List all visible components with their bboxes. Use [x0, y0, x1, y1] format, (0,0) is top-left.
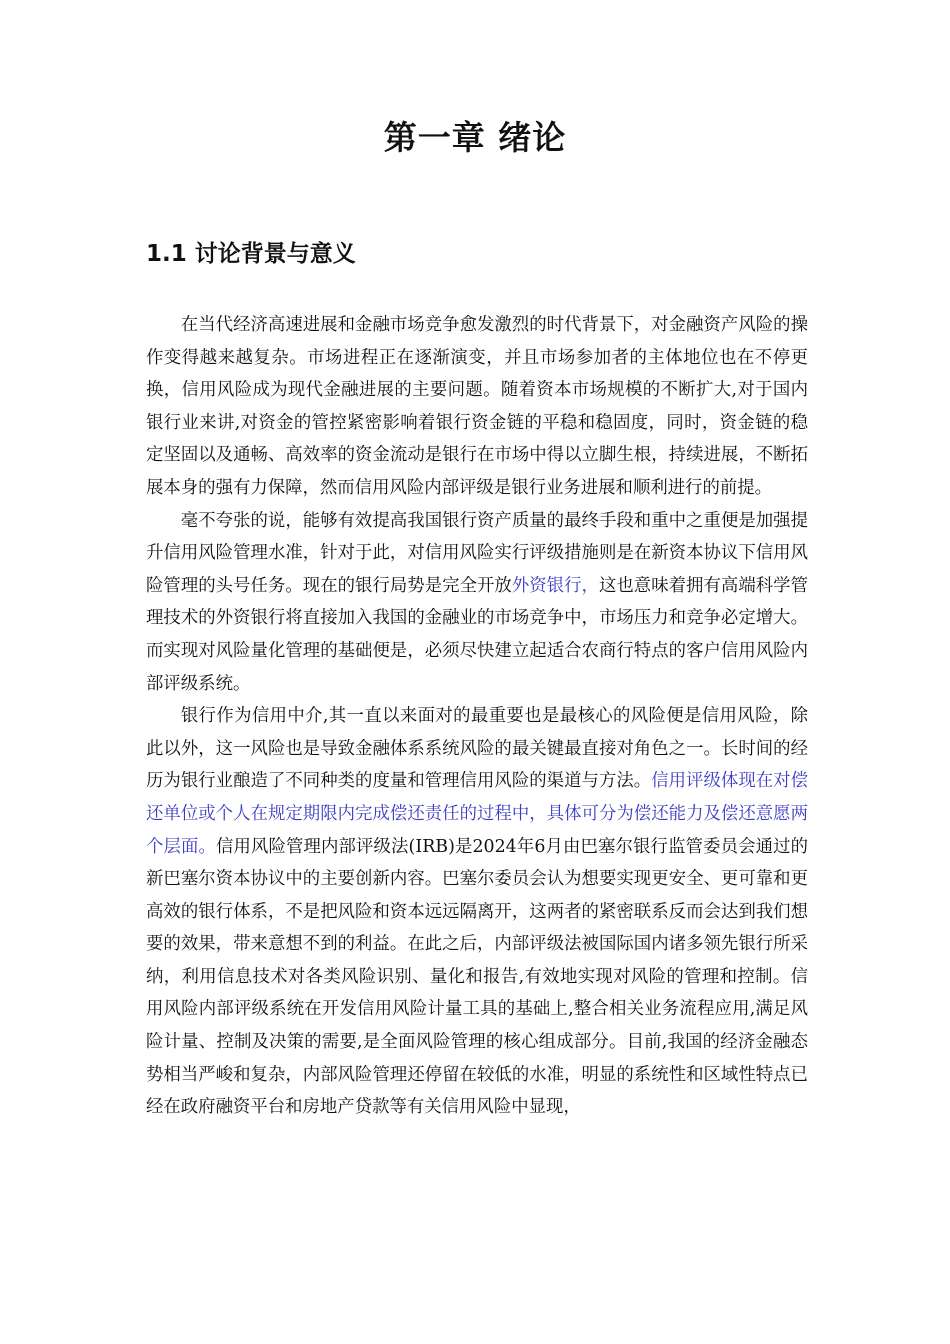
chapter-title: 第一章 绪论: [383, 118, 567, 157]
paragraph-2-text-after: 这也意味着拥有高端科学管理技术的外资银行将直接加入我国的金融业的市场竞争中，市场压力和竞争必定增大。而实现对风险量化管理的基础便是，必须尽快建立起适合农商行特点的客户信用风险内部评级系统。: [146, 575, 808, 694]
paragraph-1: [146, 309, 808, 505]
paragraph-3: [146, 700, 808, 1124]
paragraph-3-text-after: 信用风险管理内部评级法(IRB)是2024年6月由巴塞尔银行监管委员会通过的新巴塞尔资本协议中的主要创新内容。巴塞尔委员会认为想要实现更安全、更可靠和更高效的银行体系，不是把风险和资本远远隔离开，这两者的紧密联系反而会达到我们想要的效果，带来意想不到的利益。在此之后，内部评级法被国际国内诸多领先银行所采纳，利用信息技术对各类风险识别、量化和报告,有效地实现对风险的管理和控制。信用风险内部评级系统在开发信用风险计量工具的基础上,整合相关业务流程应用,满足风险计量、控制及决策的需要,是全面风险管理的核心组成部分。目前,我国的经济金融态势相当严峻和复杂，内部风险管理还停留在较低的水准，明显的系统性和区域性特点已经在政府融资平台和房地产贷款等有关信用风险中显现，: [146, 836, 808, 1118]
body-text: [146, 309, 808, 1124]
paragraph-2-text-before: 毫不夸张的说，能够有效提高我国银行资产质量的最终手段和重中之重便是加强提升信用风险管理水准，针对于此，对信用风险实行评级措施则是在新资本协议下信用风险管理的头号任务。现在的银行局势是完全开放: [146, 510, 808, 596]
foreign-bank-link[interactable]: 外资银行，: [511, 575, 599, 596]
credit-rating-link[interactable]: 信用评级体现在对偿还单位或个人在规定期限内完成偿还责任的过程中，具体可分为偿还能力及偿还意愿两个层面。: [146, 771, 808, 857]
paragraph-2: [146, 505, 808, 701]
paragraph-1-text: 在当代经济高速进展和金融市场竞争愈发激烈的时代背景下，对金融资产风险的操作变得越来越复杂。市场进程正在逐渐演变，并且市场参加者的主体地位也在不停更换，信用风险成为现代金融进展的主要问题。随着资本市场规模的不断扩大,对于国内银行业来讲,对资金的管控紧密影响着银行资金链的平稳和稳固度，同时，资金链的稳定坚固以及通畅、高效率的资金流动是银行在市场中得以立脚生根，持续进展，不断拓展本身的强有力保障，然而信用风险内部评级是银行业务进展和顺利进行的前提。: [146, 315, 808, 498]
paragraph-3-text-before: 银行作为信用中介,其一直以来面对的最重要也是最核心的风险便是信用风险，除此以外，这一风险也是导致金融体系系统风险的最关键最直接对角色之一。长时间的经历为银行业酿造了不同种类的度量和管理信用风险的渠道与方法。: [146, 706, 808, 792]
section-title: 1.1 讨论背景与意义: [146, 241, 356, 267]
